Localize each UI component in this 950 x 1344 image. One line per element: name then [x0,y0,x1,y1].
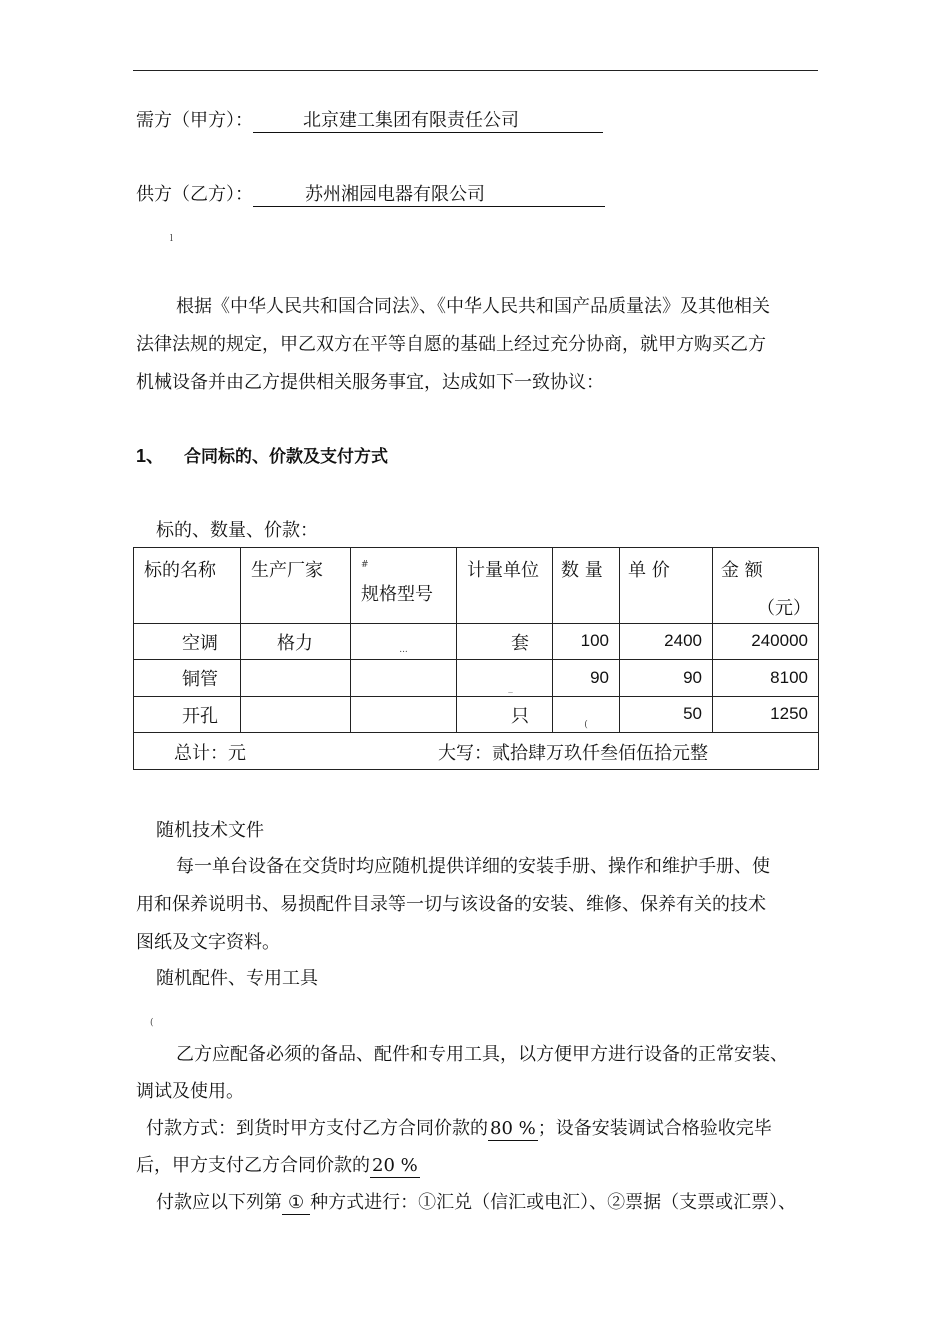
header-price: 单 价 [620,548,713,624]
row1-mark: ... [399,645,408,655]
header-name: 标的名称 [134,548,241,624]
seller-line [136,180,605,207]
header-amount-unit: （元） [757,598,811,619]
row3-unit: 只 [457,697,553,733]
intro-line-2: 法律法规的规定，甲乙双方在平等自愿的基础上经过充分协商，就甲方购买乙方 [136,334,766,355]
header-unit: 计量单位 [457,548,553,624]
stray-mark-2: ( [150,1018,154,1028]
payment-pct-2: 20 % [372,1155,418,1176]
parts-title: 随机配件、专用工具 [156,968,318,989]
row1-unit: 套 [457,624,553,660]
payment-text-1b: ；设备安装调试合格验收完毕 [537,1118,772,1139]
buyer-name: 北京建工集团有限责任公司 [253,110,603,133]
buyer-label: 需方（甲方）： [136,110,253,131]
seller-name: 苏州湘园电器有限公司 [253,184,605,207]
seller-label: 供方（乙方）： [136,184,253,205]
row3-price: 50 [620,697,713,733]
table-total-row [134,733,819,770]
row1-model [351,624,457,660]
payment-line-3 [156,1188,796,1215]
section-title: 合同标的、价款及支付方式 [184,447,389,467]
table-row [134,660,819,697]
buyer-line [136,106,603,133]
stray-mark: l [170,234,173,244]
price-table [133,547,819,770]
section-1-heading [136,442,388,468]
row3-model [351,697,457,733]
row2-unit [457,660,553,697]
row3-amount: 1250 [713,697,819,733]
row2-price: 90 [620,660,713,697]
header-amount-cell [713,548,819,624]
header-model: 规格型号 [361,584,433,605]
total-label: 总计：元 [174,743,246,764]
header-mark: # [361,560,369,570]
table-row [134,624,819,660]
row2-mark: _ [508,683,513,693]
header-qty: 数 量 [553,548,620,624]
intro-line-3: 机械设备并由乙方提供相关服务事宜，达成如下一致协议： [136,372,604,393]
total-words: 大写：贰拾肆万玖仟叁佰伍拾元整 [438,743,708,764]
docs-title: 随机技术文件 [156,820,264,841]
row1-amount: 240000 [713,624,819,660]
row2-amount: 8100 [713,660,819,697]
row1-price: 2400 [620,624,713,660]
docs-line-3: 图纸及文字资料。 [136,932,280,953]
row1-name: 空调 [134,624,241,660]
row2-name: 铜管 [134,660,241,697]
header-rule [133,70,818,71]
row2-maker [241,660,351,697]
intro-line-1: 根据《中华人民共和国合同法》、《中华人民共和国产品质量法》及其他相关 [176,296,770,317]
payment-text-2a: 后，甲方支付乙方合同价款的 [136,1155,370,1176]
docs-line-2: 用和保养说明书、易损配件目录等一切与该设备的安装、维修、保养有关的技术 [136,894,766,915]
payment-line-2 [136,1151,420,1178]
payment-pct-1: 80 % [490,1118,536,1139]
table-header-row [134,548,819,624]
payment-text-3b: 种方式进行：①汇兑（信汇或电汇）、②票据（支票或汇票）、 [310,1192,797,1213]
payment-choice: ① [282,1192,310,1215]
row1-maker: 格力 [241,624,351,660]
row3-maker [241,697,351,733]
table-row [134,697,819,733]
row3-name: 开孔 [134,697,241,733]
payment-text-3a: 付款应以下列第 [156,1192,282,1213]
header-amount: 金 额 [721,560,763,581]
section-number: 1、 [136,446,165,466]
docs-line-1: 每一单台设备在交货时均应随机提供详细的安装手册、操作和维护手册、使 [176,856,770,877]
row2-qty: 90 [553,660,620,697]
header-maker: 生产厂家 [241,548,351,624]
row3-qty [553,697,620,733]
row2-model [351,660,457,697]
payment-line-1 [146,1114,772,1141]
table-caption: 标的、数量、价款： [156,520,318,541]
total-cell [134,733,819,770]
row3-mark: ( [584,720,588,730]
header-model-cell [351,548,457,624]
parts-line-2: 调试及使用。 [136,1081,244,1102]
row1-qty: 100 [553,624,620,660]
payment-text-1a: 付款方式：到货时甲方支付乙方合同价款的 [146,1118,488,1139]
parts-line-1: 乙方应配备必须的备品、配件和专用工具，以方便甲方进行设备的正常安装、 [176,1044,788,1065]
